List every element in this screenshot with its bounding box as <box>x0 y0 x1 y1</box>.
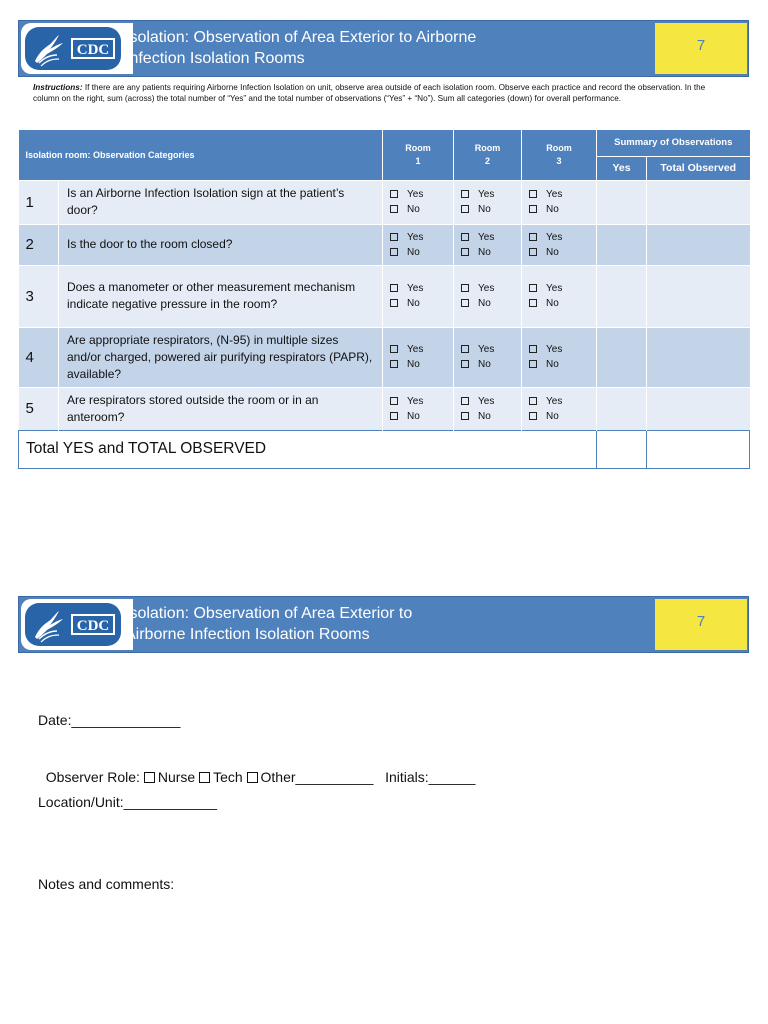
no-label: No <box>478 246 491 258</box>
row-number: 2 <box>19 224 59 265</box>
yes-label: Yes <box>478 344 495 355</box>
yes-checkbox[interactable] <box>461 345 469 353</box>
no-option[interactable] <box>390 245 453 260</box>
yes-label: Yes <box>546 344 563 355</box>
no-label: No <box>546 298 559 309</box>
summary-total-cell[interactable] <box>647 387 750 430</box>
room-1-header: Room 1 <box>383 130 454 180</box>
table-row <box>19 387 750 430</box>
total-yes-cell[interactable] <box>597 430 647 468</box>
table-row <box>19 180 750 224</box>
no-option[interactable] <box>461 296 521 311</box>
yes-option[interactable] <box>529 187 596 202</box>
room-3-response <box>522 387 597 430</box>
no-label: No <box>546 410 559 422</box>
yes-label: Yes <box>546 189 563 200</box>
no-option[interactable] <box>529 202 596 217</box>
no-checkbox[interactable] <box>461 205 469 213</box>
no-checkbox[interactable] <box>529 205 537 213</box>
yes-checkbox[interactable] <box>529 190 537 198</box>
notes-label: Notes and comments: <box>38 876 175 892</box>
no-label: No <box>478 298 491 309</box>
observer-role-label: Observer Role: <box>45 769 144 785</box>
no-checkbox[interactable] <box>390 205 398 213</box>
yes-checkbox[interactable] <box>461 233 469 241</box>
yes-checkbox[interactable] <box>461 397 469 405</box>
no-checkbox[interactable] <box>529 412 537 420</box>
room-1-response <box>383 265 454 327</box>
yes-checkbox[interactable] <box>390 397 398 405</box>
row-question: Is an Airborne Infection Isolation sign at the patient’s door? <box>59 180 383 224</box>
no-option[interactable] <box>529 245 596 260</box>
no-checkbox[interactable] <box>390 299 398 307</box>
room-3-response <box>522 224 597 265</box>
page-number-2: 7 <box>696 613 706 630</box>
yes-label: Yes <box>407 283 424 294</box>
yes-label: Yes <box>478 231 495 243</box>
yes-label: Yes <box>407 189 424 200</box>
no-option[interactable] <box>390 296 453 311</box>
table-row <box>19 327 750 387</box>
row-number: 5 <box>19 387 59 430</box>
yes-option[interactable] <box>390 394 453 409</box>
observation-table <box>18 130 750 469</box>
yes-option[interactable] <box>461 281 521 296</box>
no-checkbox[interactable] <box>529 360 537 368</box>
page-title-2: Isolation: Observation of Area Exterior to Airborne Infection Isolation Rooms <box>125 605 413 643</box>
yes-label: Yes <box>407 395 424 407</box>
row-question: Are respirators stored outside the room or in an anteroom? <box>59 387 383 430</box>
room-2-response <box>454 387 522 430</box>
no-option[interactable] <box>390 357 453 372</box>
yes-option[interactable] <box>529 342 596 357</box>
observer-role-line <box>38 753 475 785</box>
room-2-response <box>454 224 522 265</box>
yes-label: Yes <box>546 395 563 407</box>
no-option[interactable] <box>461 409 521 424</box>
summary-total-cell[interactable] <box>647 327 750 387</box>
row-number: 4 <box>19 327 59 387</box>
instructions-label: Instructions: <box>33 83 83 92</box>
instructions <box>33 82 733 104</box>
no-checkbox[interactable] <box>461 360 469 368</box>
no-checkbox[interactable] <box>529 248 537 256</box>
yes-checkbox[interactable] <box>529 284 537 292</box>
no-label: No <box>478 359 491 370</box>
room-1-response <box>383 180 454 224</box>
yes-checkbox[interactable] <box>390 345 398 353</box>
tech-checkbox[interactable] <box>199 772 210 783</box>
no-checkbox[interactable] <box>461 412 469 420</box>
yes-label: Yes <box>478 189 495 200</box>
yes-checkbox[interactable] <box>461 284 469 292</box>
location-field[interactable]: Location/Unit:____________ <box>38 794 218 810</box>
room-2-header: Room 2 <box>454 130 522 180</box>
category-header: Isolation room: Observation Categories <box>19 130 383 180</box>
yes-checkbox[interactable] <box>529 345 537 353</box>
room-3-response <box>522 265 597 327</box>
page-number-box <box>655 23 747 74</box>
room-3-response <box>522 180 597 224</box>
no-label: No <box>407 204 420 215</box>
summary-total-cell[interactable] <box>647 180 750 224</box>
yes-checkbox[interactable] <box>390 190 398 198</box>
row-question: Are appropriate respirators, (N-95) in multiple sizes and/or charged, powered air purifying respirators (PAPR), available? <box>59 327 383 387</box>
cdc-logo-2 <box>21 599 133 650</box>
no-option[interactable] <box>461 202 521 217</box>
row-question: Does a manometer or other measurement mechanism indicate negative pressure in the room? <box>59 265 383 327</box>
hhs-eagle-icon <box>25 603 121 646</box>
no-label: No <box>407 298 420 309</box>
no-option[interactable] <box>390 202 453 217</box>
table-row <box>19 224 750 265</box>
yes-option[interactable] <box>461 230 521 245</box>
cdc-logo-text: CDC <box>76 42 110 58</box>
total-observed-cell[interactable] <box>647 430 750 468</box>
summary-yes-cell[interactable] <box>597 265 647 327</box>
no-option[interactable] <box>529 357 596 372</box>
header-banner-2 <box>18 596 749 653</box>
no-label: No <box>407 359 420 370</box>
room-1-response <box>383 387 454 430</box>
no-checkbox[interactable] <box>461 248 469 256</box>
cdc-logo-text: CDC <box>76 618 110 634</box>
hhs-eagle-icon <box>25 27 121 70</box>
cdc-logo <box>21 23 133 74</box>
no-option[interactable] <box>461 357 521 372</box>
yes-option[interactable] <box>390 187 453 202</box>
yes-option[interactable] <box>461 187 521 202</box>
summary-yes-cell[interactable] <box>597 387 647 430</box>
summary-total-cell[interactable] <box>647 224 750 265</box>
yes-label: Yes <box>407 344 424 355</box>
yes-checkbox[interactable] <box>461 190 469 198</box>
yes-option[interactable] <box>529 230 596 245</box>
no-checkbox[interactable] <box>390 412 398 420</box>
yes-checkbox[interactable] <box>529 397 537 405</box>
room-2-response <box>454 180 522 224</box>
instructions-text: If there are any patients requiring Airborne Infection Isolation on unit, observe area outside of each isolation room. Observe each practice and record the observation. In the column on the right, sum (across) the total number of “Yes” and the total number of observations (“Yes” + “No”). Sum all categories (down) for overall performance. <box>33 83 706 103</box>
room-1-response <box>383 224 454 265</box>
yes-checkbox[interactable] <box>390 284 398 292</box>
yes-checkbox[interactable] <box>529 233 537 241</box>
summary-yes-cell[interactable] <box>597 327 647 387</box>
yes-label: Yes <box>478 395 495 407</box>
yes-option[interactable] <box>461 394 521 409</box>
room-2-response <box>454 327 522 387</box>
nurse-label: Nurse <box>157 769 200 785</box>
page-number-box-2 <box>655 599 747 650</box>
no-label: No <box>407 410 420 422</box>
summary-total-header: Total Observed <box>647 156 750 180</box>
yes-checkbox[interactable] <box>390 233 398 241</box>
room-3-header: Room 3 <box>522 130 597 180</box>
header-banner <box>18 20 749 77</box>
no-label: No <box>478 410 491 422</box>
page-title: Isolation: Observation of Area Exterior to Airborne Infection Isolation Rooms <box>125 29 477 67</box>
nurse-checkbox[interactable] <box>144 772 155 783</box>
no-option[interactable] <box>529 296 596 311</box>
no-label: No <box>546 204 559 215</box>
yes-label: Yes <box>546 231 563 243</box>
total-label: Total YES and TOTAL OBSERVED <box>19 430 597 468</box>
no-label: No <box>478 204 491 215</box>
summary-header: Summary of Observations <box>597 130 750 156</box>
date-field[interactable]: Date:______________ <box>38 712 181 728</box>
summary-yes-cell[interactable] <box>597 224 647 265</box>
other-checkbox[interactable] <box>247 772 258 783</box>
yes-option[interactable] <box>390 342 453 357</box>
yes-option[interactable] <box>390 230 453 245</box>
other-initials-field[interactable]: Other__________ Initials:______ <box>260 769 476 785</box>
no-label: No <box>407 246 420 258</box>
row-number: 3 <box>19 265 59 327</box>
no-checkbox[interactable] <box>390 360 398 368</box>
no-option[interactable] <box>390 409 453 424</box>
no-option[interactable] <box>461 245 521 260</box>
page-number: 7 <box>696 37 706 54</box>
yes-label: Yes <box>546 283 563 294</box>
row-number: 1 <box>19 180 59 224</box>
yes-option[interactable] <box>529 394 596 409</box>
summary-yes-cell[interactable] <box>597 180 647 224</box>
yes-option[interactable] <box>529 281 596 296</box>
no-option[interactable] <box>529 409 596 424</box>
yes-label: Yes <box>407 231 424 243</box>
no-label: No <box>546 246 559 258</box>
row-question: Is the door to the room closed? <box>59 224 383 265</box>
room-1-response <box>383 327 454 387</box>
no-checkbox[interactable] <box>390 248 398 256</box>
summary-yes-header: Yes <box>597 156 647 180</box>
no-checkbox[interactable] <box>461 299 469 307</box>
table-row <box>19 265 750 327</box>
no-checkbox[interactable] <box>529 299 537 307</box>
summary-total-cell[interactable] <box>647 265 750 327</box>
tech-label: Tech <box>213 769 247 785</box>
yes-label: Yes <box>478 283 495 294</box>
room-2-response <box>454 265 522 327</box>
yes-option[interactable] <box>390 281 453 296</box>
yes-option[interactable] <box>461 342 521 357</box>
no-label: No <box>546 359 559 370</box>
total-row <box>19 430 750 468</box>
room-3-response <box>522 327 597 387</box>
